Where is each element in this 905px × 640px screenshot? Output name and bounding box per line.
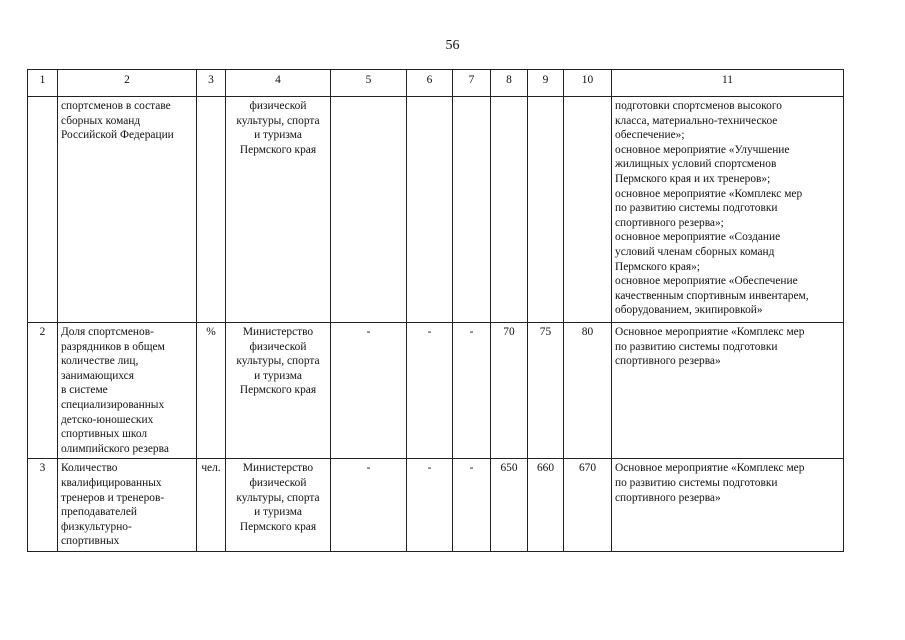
- value-col-5: -: [331, 459, 407, 552]
- indicators-table: [27, 69, 844, 552]
- unit: [197, 97, 226, 323]
- program-measures: подготовки спортсменов высокого класса, материально-техническое обеспечение»; основное мероприятие «Улучшение жилищных условий спортсменов Пермского края и их тренеров»; основное мероприятие «Комплекс мер по развитию системы подготовки спортивного резерва»; основное мероприятие «Создание условий членам сборных команд Пермского края»; основное мероприятие «Обеспечение качественным спортивным инвентарем, оборудованием, экипировкой»: [612, 97, 844, 323]
- unit: %: [197, 323, 226, 459]
- value-col-8: 650: [491, 459, 528, 552]
- column-header: 10: [564, 70, 612, 97]
- responsible-executor: Министерство физической культуры, спорта и туризма Пермского края: [226, 459, 331, 552]
- value-col-8: [491, 97, 528, 323]
- column-header: 5: [331, 70, 407, 97]
- table-row: [28, 97, 844, 323]
- column-header: 4: [226, 70, 331, 97]
- value-col-7: -: [453, 323, 491, 459]
- column-header: 7: [453, 70, 491, 97]
- value-col-8: 70: [491, 323, 528, 459]
- column-header: 2: [58, 70, 197, 97]
- responsible-executor: физической культуры, спорта и туризма Пермского края: [226, 97, 331, 323]
- indicator-name: Количество квалифицированных тренеров и тренеров- преподавателей физкультурно- спортивных: [58, 459, 197, 552]
- column-header: 8: [491, 70, 528, 97]
- value-col-9: [528, 97, 564, 323]
- value-col-6: -: [407, 459, 453, 552]
- table-header-row: [28, 70, 844, 97]
- indicator-name: Доля спортсменов- разрядников в общем количестве лиц, занимающихся в системе специализированных детско-юношеских спортивных школ олимпийского резерва: [58, 323, 197, 459]
- value-col-7: -: [453, 459, 491, 552]
- program-measures: Основное мероприятие «Комплекс мер по развитию системы подготовки спортивного резерва»: [612, 459, 844, 552]
- value-col-10: 80: [564, 323, 612, 459]
- value-col-5: [331, 97, 407, 323]
- column-header: 6: [407, 70, 453, 97]
- value-col-6: [407, 97, 453, 323]
- table-row: [28, 459, 844, 552]
- program-measures: Основное мероприятие «Комплекс мер по развитию системы подготовки спортивного резерва»: [612, 323, 844, 459]
- column-header: 3: [197, 70, 226, 97]
- value-col-6: -: [407, 323, 453, 459]
- row-number: [28, 97, 58, 323]
- column-header: 1: [28, 70, 58, 97]
- value-col-9: 75: [528, 323, 564, 459]
- row-number: 3: [28, 459, 58, 552]
- value-col-10: [564, 97, 612, 323]
- value-col-7: [453, 97, 491, 323]
- value-col-10: 670: [564, 459, 612, 552]
- unit: чел.: [197, 459, 226, 552]
- column-header: 9: [528, 70, 564, 97]
- column-header: 11: [612, 70, 844, 97]
- row-number: 2: [28, 323, 58, 459]
- table-row: [28, 323, 844, 459]
- value-col-9: 660: [528, 459, 564, 552]
- indicator-name: спортсменов в составе сборных команд Российской Федерации: [58, 97, 197, 323]
- responsible-executor: Министерство физической культуры, спорта и туризма Пермского края: [226, 323, 331, 459]
- page-number: 56: [445, 38, 460, 53]
- value-col-5: -: [331, 323, 407, 459]
